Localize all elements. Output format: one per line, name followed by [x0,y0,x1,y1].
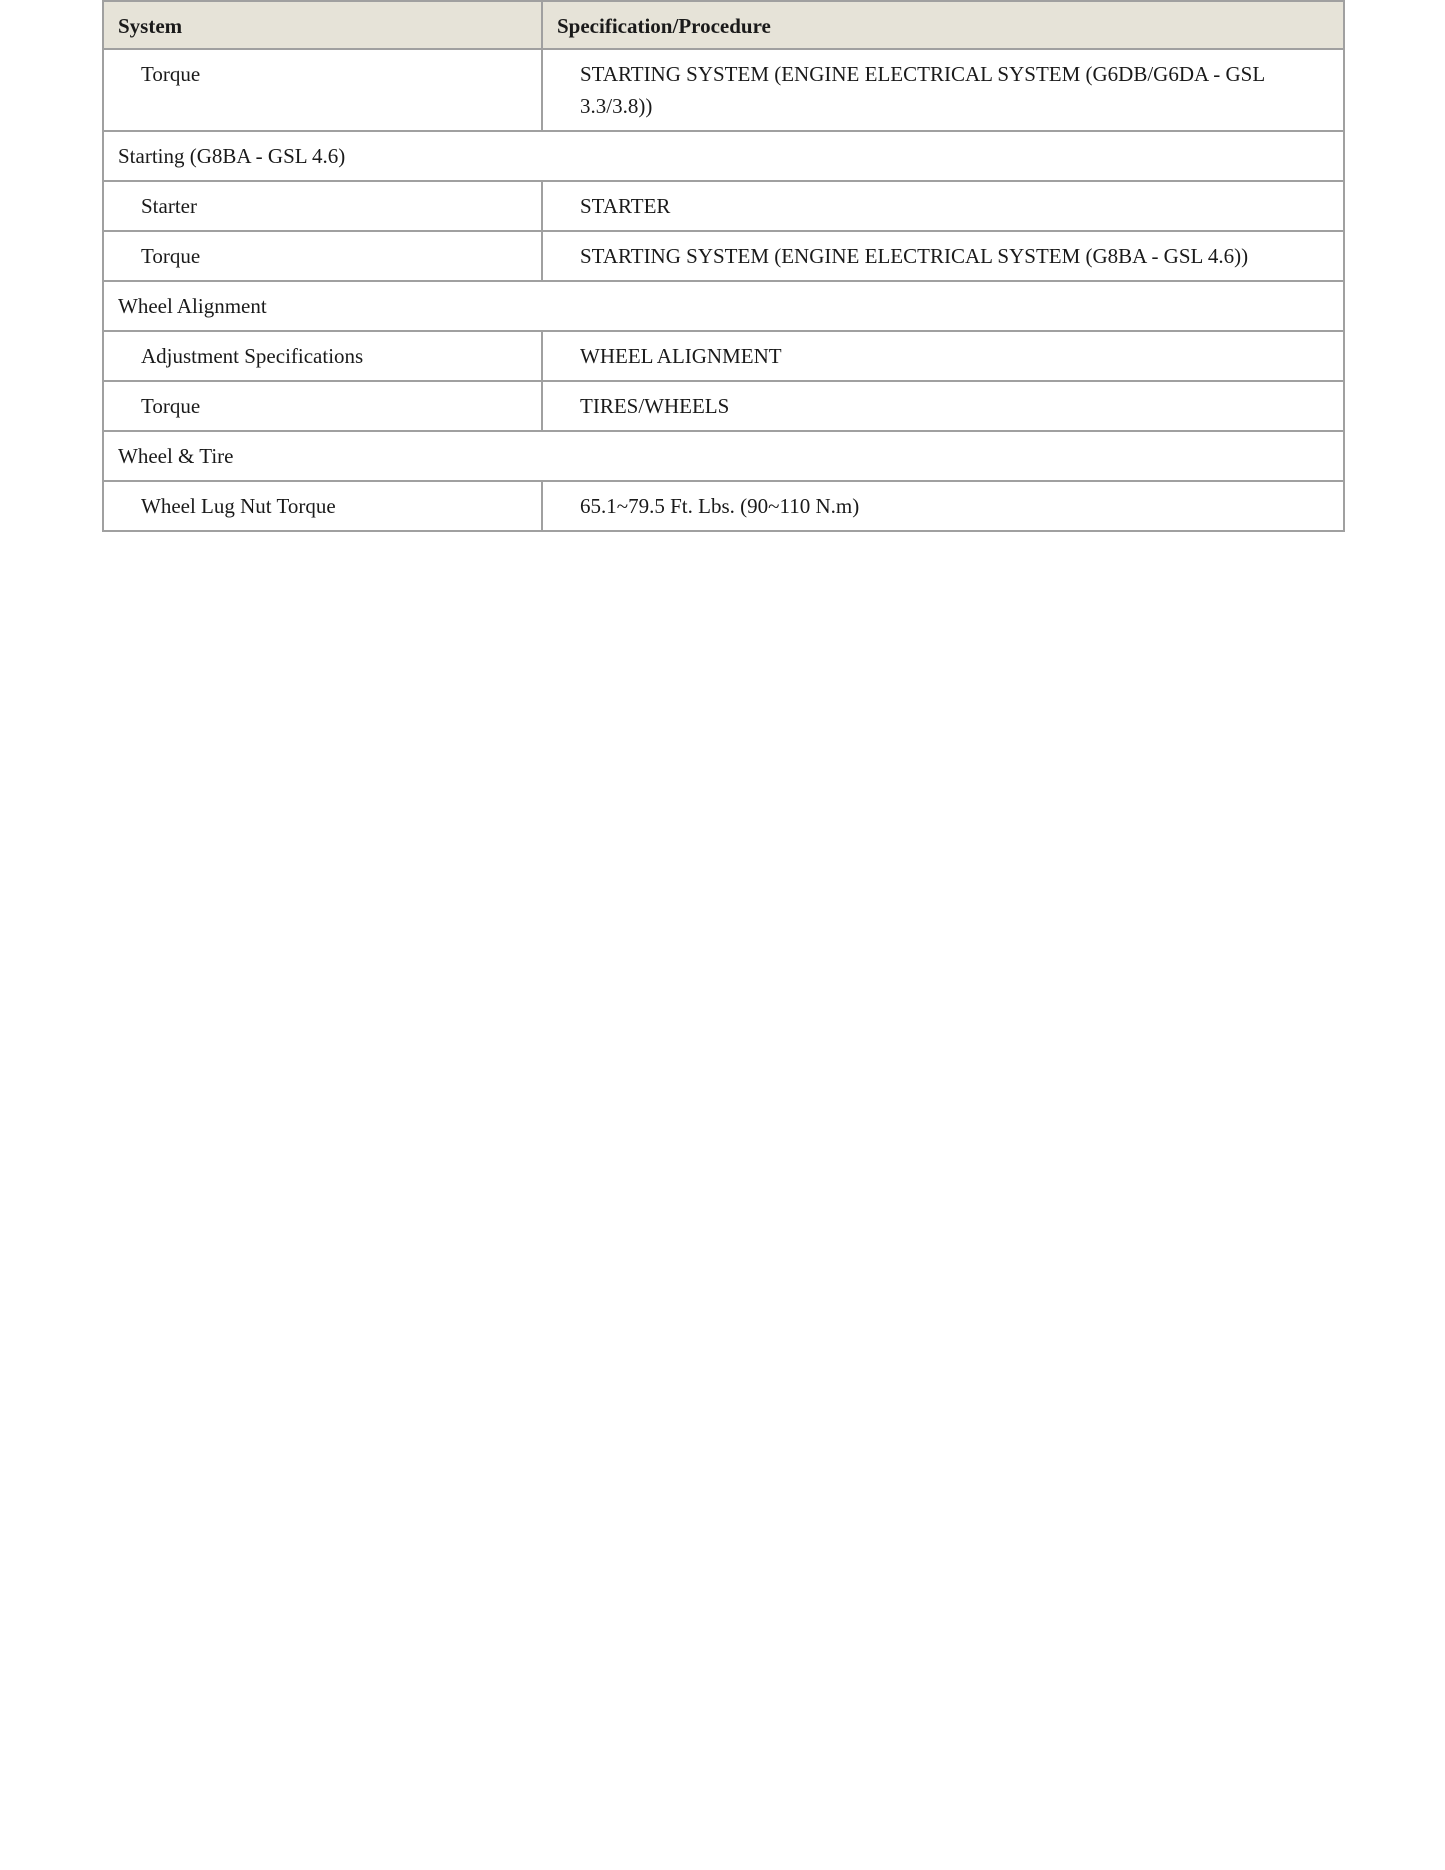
table-group-row [103,431,1344,481]
table-row [103,231,1344,281]
table-row [103,181,1344,231]
system-cell: Wheel Lug Nut Torque [103,481,542,531]
group-heading: Wheel Alignment [103,281,1344,331]
table-header-row [103,1,1344,49]
table-group-row [103,131,1344,181]
spec-cell: TIRES/WHEELS [542,381,1344,431]
system-cell: Starter [103,181,542,231]
table-row [103,49,1344,131]
spec-cell: STARTER [542,181,1344,231]
table-row [103,381,1344,431]
system-cell: Torque [103,49,542,131]
specification-table [102,0,1345,532]
group-heading: Starting (G8BA - GSL 4.6) [103,131,1344,181]
spec-cell: STARTING SYSTEM (ENGINE ELECTRICAL SYSTEM (G8BA - GSL 4.6)) [542,231,1344,281]
spec-cell: WHEEL ALIGNMENT [542,331,1344,381]
spec-cell: 65.1~79.5 Ft. Lbs. (90~110 N.m) [542,481,1344,531]
table-group-row [103,281,1344,331]
table-row [103,481,1344,531]
header-system: System [103,1,542,49]
system-cell: Adjustment Specifications [103,331,542,381]
spec-cell: STARTING SYSTEM (ENGINE ELECTRICAL SYSTEM (G6DB/G6DA - GSL 3.3/3.8)) [542,49,1344,131]
system-cell: Torque [103,381,542,431]
table-row [103,331,1344,381]
system-cell: Torque [103,231,542,281]
group-heading: Wheel & Tire [103,431,1344,481]
header-specification: Specification/Procedure [542,1,1344,49]
